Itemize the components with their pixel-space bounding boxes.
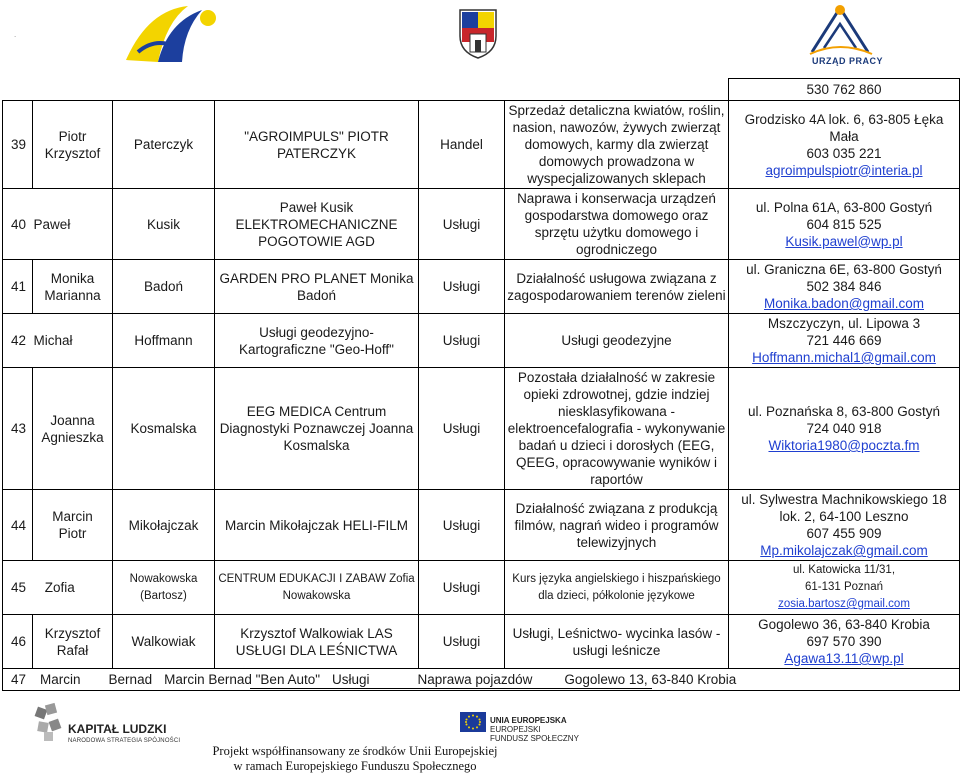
header: [0, 0, 960, 78]
activity: Naprawa pojazdów: [417, 672, 533, 687]
address: ul. Poznańska 8, 63-800 Gostyń: [747, 404, 941, 419]
last-name-cell: Hoffmann: [113, 314, 215, 368]
phone: 604 815 525: [806, 216, 882, 232]
activity-cell: Naprawa i konserwacja urządzeń gospodarstwa domowego oraz sprzętu użytku domowego i ogrodniczego: [505, 189, 729, 260]
project-line-1: Projekt współfinansowany ze środków Unii Europejskiej: [212, 744, 498, 758]
type-cell: Usługi: [419, 615, 505, 669]
first-name: Zofia: [44, 580, 75, 595]
eu-line-2: EUROPEJSKI: [490, 725, 541, 734]
email-link[interactable]: Kusik.pawel@wp.pl: [785, 233, 903, 249]
eu-text-block: [490, 716, 579, 743]
eu-line-3: FUNDUSZ SPOŁECZNY: [490, 734, 579, 743]
row-number: 43: [3, 368, 33, 490]
last-name-cell: Paterczyk: [113, 101, 215, 189]
table-row: [3, 561, 960, 615]
phone: 724 040 918: [806, 421, 882, 436]
email-link[interactable]: Agawa13.11@wp.pl: [784, 651, 904, 666]
first-name-cell: Joanna Agnieszka: [33, 368, 113, 490]
first-name: Paweł: [33, 216, 71, 232]
row-number: 45: [11, 580, 27, 595]
address: Gogolewo 36, 63-840 Krobia: [758, 617, 930, 632]
first-name-cell: Monika Marianna: [33, 260, 113, 314]
address: ul. Katowicka 11/31,: [792, 564, 896, 576]
type: Usługi: [332, 672, 370, 687]
contact-cell: [729, 561, 960, 615]
email-link[interactable]: Hoffmann.michal1@gmail.com: [752, 350, 936, 365]
table-row: [3, 368, 960, 490]
email-link[interactable]: Monika.badon@gmail.com: [763, 296, 925, 311]
table-row: [3, 490, 960, 561]
row-number: 44: [3, 490, 33, 561]
phone: 607 455 909: [806, 526, 882, 541]
last-name: Bernad: [108, 672, 153, 687]
last-name-cell: Nowakowska (Bartosz): [113, 561, 215, 615]
phone: 721 446 669: [806, 333, 882, 348]
company-cell: Marcin Mikołajczak HELI-FILM: [215, 490, 419, 561]
phone: 603 035 221: [806, 145, 882, 161]
nr-first-name-cell: [3, 189, 113, 260]
type-cell: Usługi: [419, 260, 505, 314]
activity-cell: Usługi geodezyjne: [505, 314, 729, 368]
address: Mszczyczyn, ul. Lipowa 3: [767, 316, 921, 331]
kapital-ludzki-title: KAPITAŁ LUDZKI: [68, 722, 167, 736]
phone: 502 384 846: [806, 279, 882, 294]
last-name-cell: Badoń: [113, 260, 215, 314]
row-number: 41: [3, 260, 33, 314]
company-cell: GARDEN PRO PLANET Monika Badoń: [215, 260, 419, 314]
company-cell: Usługi geodezyjno-Kartograficzne "Geo-Hoff": [215, 314, 419, 368]
activity-cell: Sprzedaż detaliczna kwiatów, roślin, nasion, nawozów, żywych zwierząt domowych, karmy dla zwierząt domowych prowadzona w wyspecjalizowanych sklepach: [505, 101, 729, 189]
nr-first-name-cell: [3, 561, 113, 615]
table-row: [3, 260, 960, 314]
last-name-cell: Walkowiak: [113, 615, 215, 669]
row-number: 39: [3, 101, 33, 189]
last-name-cell: Kusik: [113, 189, 215, 260]
contact-cell: [729, 189, 960, 260]
contact-cell: [729, 490, 960, 561]
phone: 697 570 390: [806, 634, 882, 649]
row-number: 47: [11, 672, 27, 687]
first-name: Michał: [33, 333, 73, 348]
table-row: [3, 79, 960, 101]
contact-cell: [729, 314, 960, 368]
address: Grodzisko 4A lok. 6, 63-805 Łęka Mała: [744, 111, 944, 144]
last-name-cell: Mikołajczak: [113, 490, 215, 561]
email-link[interactable]: zosia.bartosz@gmail.com: [778, 598, 910, 610]
type-cell: Usługi: [419, 368, 505, 490]
address: ul. Sylwestra Machnikowskiego 18 lok. 2, 64-100 Leszno: [741, 492, 947, 524]
last-name-cell: Kosmalska: [113, 368, 215, 490]
eu-line-1: UNIA EUROPEJSKA: [490, 716, 567, 725]
first-name: Marcin: [40, 672, 81, 687]
contact-cell: [729, 368, 960, 490]
type-cell: Usługi: [419, 490, 505, 561]
first-name-cell: Piotr Krzysztof: [33, 101, 113, 189]
footer-divider: [250, 688, 652, 689]
project-funding-note: [190, 744, 520, 774]
activity-cell: Kurs języka angielskiego i hiszpańskiego dla dzieci, półkolonie językowe: [505, 561, 729, 615]
address: ul. Polna 61A, 63-800 Gostyń: [755, 199, 933, 215]
city-coat-of-arms-icon: [458, 8, 498, 60]
first-name-cell: Marcin Piotr: [33, 490, 113, 561]
decorative-dot: .: [14, 30, 17, 39]
email-link[interactable]: Mp.mikolajczak@gmail.com: [760, 543, 928, 558]
address-line2: 61-131 Poznań: [804, 581, 883, 593]
email-link[interactable]: agroimpulspiotr@interia.pl: [765, 162, 923, 178]
activity-cell: Pozostała działalność w zakresie opieki zdrowotnej, gdzie indziej niesklasyfikowana - elektroencefalografia - wykonywanie badań u dzieci i dorosłych (EEG, QEEG, opracowywanie wyników i raportów: [505, 368, 729, 490]
address: Gogolewo 13, 63-840 Krobia: [564, 672, 737, 687]
type-cell: Handel: [419, 101, 505, 189]
job-office-logo-text: URZĄD PRACY: [812, 56, 884, 66]
county-logo-icon: [118, 0, 228, 72]
row-number: 42: [11, 333, 27, 348]
project-line-2: w ramach Europejskiego Funduszu Społecznego: [233, 759, 477, 773]
type-cell: Usługi: [419, 189, 505, 260]
kapital-ludzki-logo-icon: [34, 702, 64, 744]
eu-flag-icon: [460, 712, 486, 732]
table-row: [3, 101, 960, 189]
company-cell: Krzysztof Walkowiak LAS USŁUGI DLA LEŚNICTWA: [215, 615, 419, 669]
company-cell: "AGROIMPULS" PIOTR PATERCZYK: [215, 101, 419, 189]
contact-cell: [729, 260, 960, 314]
activity-cell: Działalność usługowa związana z zagospodarowaniem terenów zieleni: [505, 260, 729, 314]
nr-first-name-cell: [3, 314, 113, 368]
company-cell: EEG MEDICA Centrum Diagnostyki Poznawczej Joanna Kosmalska: [215, 368, 419, 490]
contact-cell: [729, 101, 960, 189]
company-cell: Paweł Kusik ELEKTROMECHANICZNE POGOTOWIE AGD: [215, 189, 419, 260]
row-number: 40: [11, 216, 27, 232]
kapital-ludzki-subtitle: NARODOWA STRATEGIA SPÓJNOŚCI: [68, 738, 181, 744]
table-row: [3, 314, 960, 368]
company: Marcin Bernad "Ben Auto": [164, 672, 321, 687]
email-link[interactable]: Wiktoria1980@poczta.fm: [768, 438, 920, 453]
job-office-logo-icon: [806, 2, 876, 58]
row-number: 46: [3, 615, 33, 669]
activity-cell: Usługi, Leśnictwo- wycinka lasów - usługi leśnicze: [505, 615, 729, 669]
companies-table: [2, 78, 960, 691]
table-row: [3, 189, 960, 260]
phone-cell: 530 762 860: [729, 79, 960, 101]
contact-cell: [729, 615, 960, 669]
table-row: [3, 615, 960, 669]
first-name-cell: Krzysztof Rafał: [33, 615, 113, 669]
activity-cell: Działalność związana z produkcją filmów, nagrań wideo i programów telewizyjnych: [505, 490, 729, 561]
company-cell: CENTRUM EDUKACJI I ZABAW Zofia Nowakowska: [215, 561, 419, 615]
address: ul. Graniczna 6E, 63-800 Gostyń: [746, 262, 942, 277]
type-cell: Usługi: [419, 314, 505, 368]
type-cell: Usługi: [419, 561, 505, 615]
